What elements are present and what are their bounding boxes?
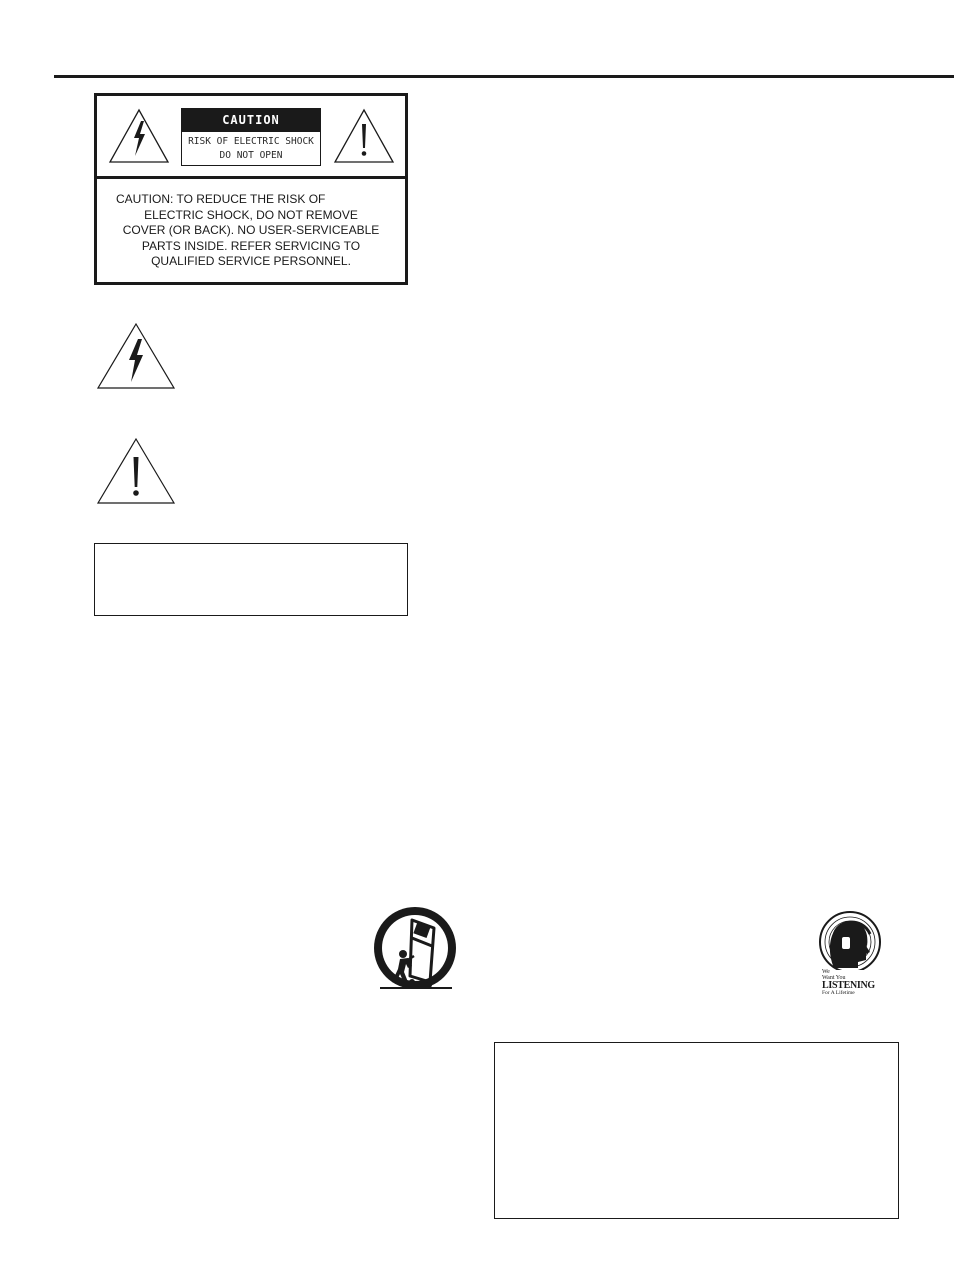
listening-logo	[812, 910, 892, 1000]
notice-box	[94, 543, 408, 616]
warning-line-3: COVER (OR BACK). NO USER-SERVICEABLE	[122, 223, 380, 237]
risk-line-1: RISK OF ELECTRIC SHOCK	[188, 136, 314, 147]
lightning-bolt-triangle-icon	[108, 108, 170, 164]
caution-risk-box	[181, 108, 321, 166]
exclamation-triangle-icon	[333, 108, 395, 164]
risk-line-2: DO NOT OPEN	[219, 150, 283, 161]
caution-heading: CAUTION	[182, 109, 320, 132]
warning-line-5: QUALIFIED SERVICE PERSONNEL.	[151, 254, 351, 268]
caution-label-header	[97, 96, 405, 176]
warning-line-1: CAUTION: TO REDUCE THE RISK OF	[116, 192, 326, 206]
exclamation-triangle-icon	[96, 437, 176, 505]
notice-box-lower	[494, 1042, 899, 1219]
lightning-bolt-triangle-icon	[96, 322, 176, 390]
caution-label	[94, 93, 408, 285]
warning-line-4: PARTS INSIDE. REFER SERVICING TO	[141, 238, 361, 253]
logo-text-listening: LISTENING	[822, 980, 875, 991]
logo-text-we: We	[822, 969, 830, 975]
we-want-you-listening-logo	[812, 910, 892, 970]
header-rule	[54, 75, 954, 78]
logo-text-for-a-lifetime: For A Lifetime	[822, 990, 855, 996]
cart-tip-over-warning-icon	[372, 906, 458, 992]
caution-warning-text	[97, 179, 405, 282]
logo-text-want-you: Want You	[822, 975, 846, 981]
warning-line-2: ELECTRIC SHOCK, DO NOT REMOVE	[144, 207, 358, 222]
